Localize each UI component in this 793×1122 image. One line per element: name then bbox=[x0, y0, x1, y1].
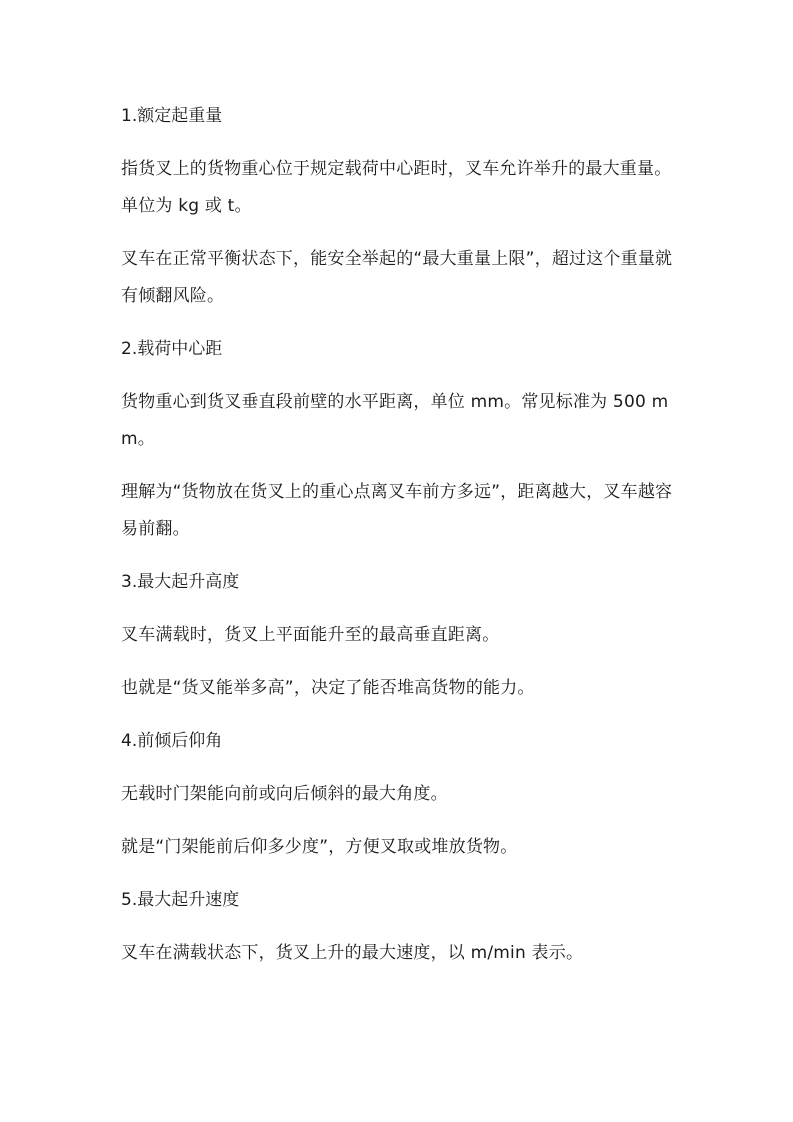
section-heading: 5.最大起升速度 bbox=[121, 890, 240, 910]
section-load-center bbox=[121, 331, 677, 548]
paragraph: 叉车在满载状态下，货叉上升的最大速度，以 m/min 表示。 bbox=[121, 943, 584, 963]
section-rated-load bbox=[121, 98, 677, 315]
section-heading: 4.前倾后仰角 bbox=[121, 731, 223, 751]
paragraph: 也就是“货叉能举多高”，决定了能否堆高货物的能力。 bbox=[121, 678, 535, 698]
section-tilt-angle bbox=[121, 723, 677, 866]
paragraph: 无载时门架能向前或向后倾斜的最大角度。 bbox=[121, 784, 448, 804]
document-body bbox=[121, 98, 677, 988]
section-heading: 2.载荷中心距 bbox=[121, 339, 223, 359]
paragraph: 就是“门架能前后仰多少度”，方便叉取或堆放货物。 bbox=[121, 837, 518, 857]
paragraph: 叉车在正常平衡状态下，能安全举起的“最大重量上限”，超过这个重量就有倾翻风险。 bbox=[121, 249, 673, 306]
section-max-lift-height bbox=[121, 564, 677, 707]
paragraph: 指货叉上的货物重心位于规定载荷中心距时，叉车允许举升的最大重量。单位为 kg 或 t。 bbox=[121, 159, 672, 216]
section-heading: 1.额定起重量 bbox=[121, 106, 223, 126]
paragraph: 理解为“货物放在货叉上的重心点离叉车前方多远”，距离越大，叉车越容易前翻。 bbox=[121, 482, 673, 539]
paragraph: 叉车满载时，货叉上平面能升至的最高垂直距离。 bbox=[121, 625, 500, 645]
section-heading: 3.最大起升高度 bbox=[121, 572, 240, 592]
paragraph: 货物重心到货叉垂直段前壁的水平距离，单位 mm。常见标准为 500 mm。 bbox=[121, 392, 669, 449]
section-max-lift-speed bbox=[121, 882, 677, 972]
